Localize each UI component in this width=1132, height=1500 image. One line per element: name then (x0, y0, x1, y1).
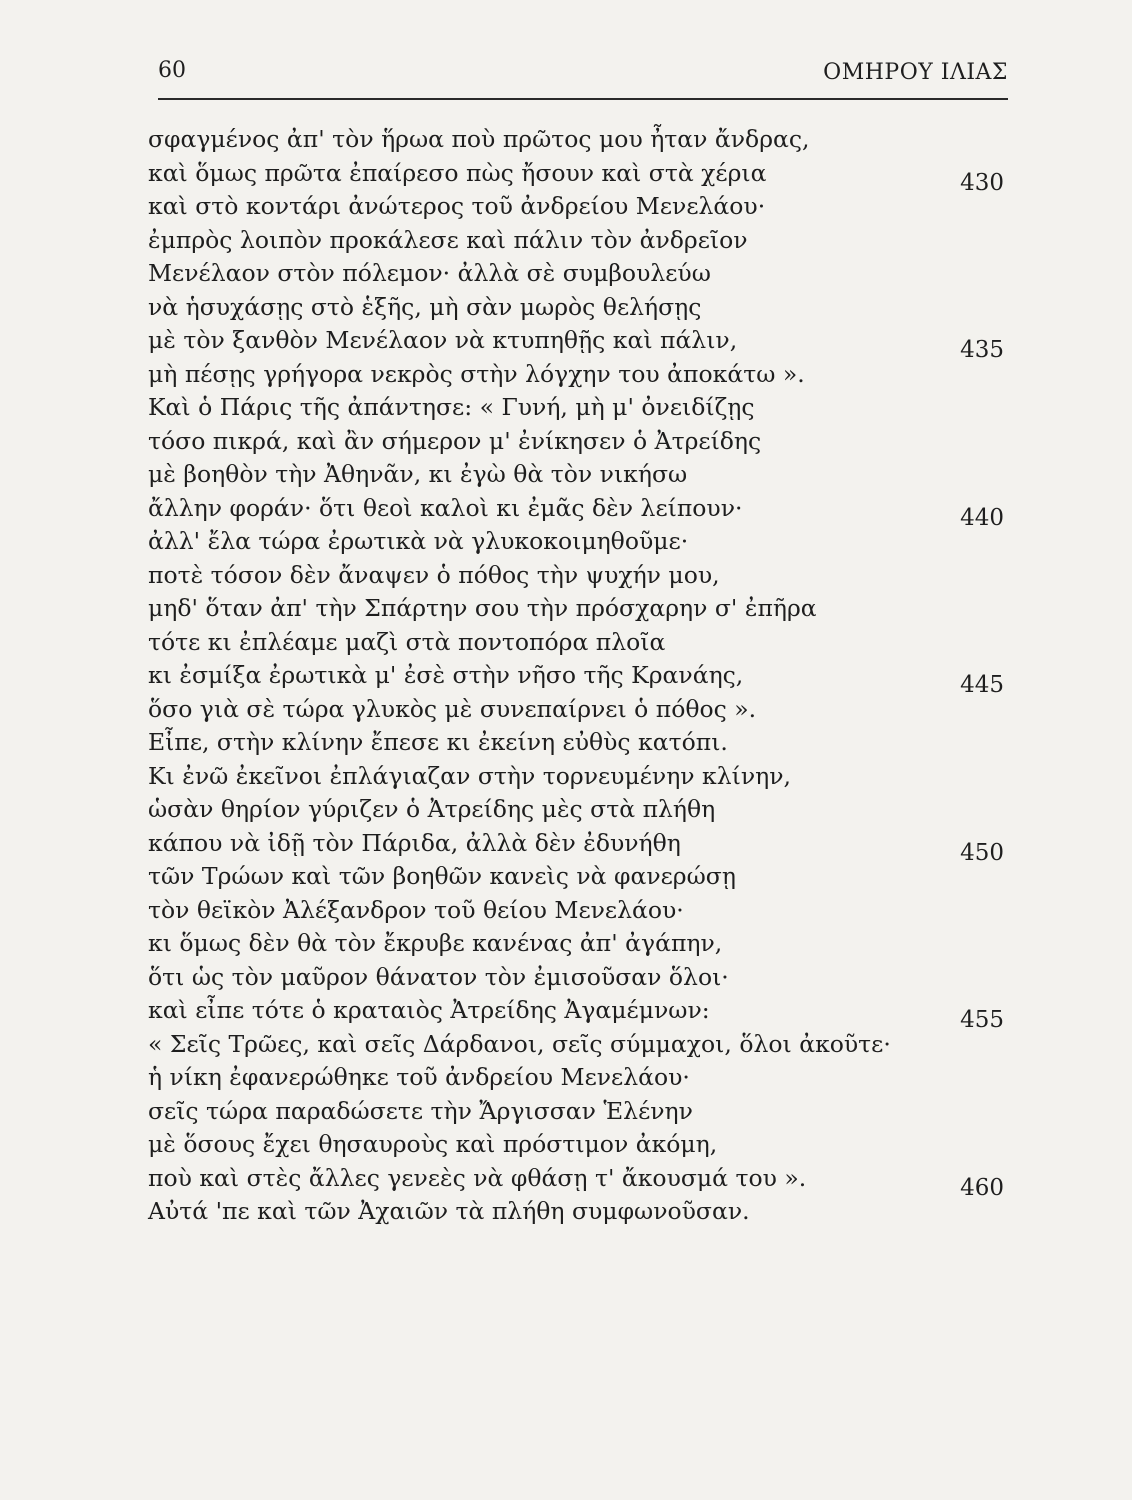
poem-line (148, 291, 1008, 324)
poem-line (148, 592, 1008, 625)
poem-line-text: ὅσο γιὰ σὲ τώρα γλυκὸς μὲ συνεπαίρνει ὁ πόθος ». (148, 694, 757, 723)
poem-line-text: καὶ εἶπε τότε ὁ κραταιὸς Ἀτρείδης Ἀγαμέμνων: (148, 996, 710, 1024)
poem-line-text: σεῖς τώρα παραδώσετε τὴν Ἄργισσαν Ἑλένην (148, 1096, 693, 1125)
line-number: 460 (960, 1174, 1004, 1201)
poem-line-text: « Σεῖς Τρῶες, καὶ σεῖς Δάρδανοι, σεῖς σύμμαχοι, ὅλοι ἀκοῦτε· (148, 1029, 891, 1058)
running-title: ΟΜΗΡΟΥ ΙΛΙΑΣ (823, 60, 1008, 85)
poem-line (148, 1162, 1008, 1201)
poem-line (148, 492, 1008, 531)
line-number: 445 (960, 672, 1004, 698)
line-number: 455 (960, 1007, 1004, 1033)
poem-line-text: μὲ βοηθὸν τὴν Ἀθηνᾶν, κι ἐγὼ θὰ τὸν νικήσω (148, 460, 688, 488)
poem-line (148, 1095, 1008, 1128)
poem-line (148, 626, 1008, 659)
poem-line (148, 1195, 1008, 1228)
poem-line-text: νὰ ἡσυχάσῃς στὸ ἑξῆς, μὴ σὰν μωρὸς θελήσῃς (148, 292, 702, 321)
poem-line-text: τῶν Τρώων καὶ τῶν βοηθῶν κανεὶς νὰ φανερώσῃ (148, 862, 736, 890)
poem-line-text: καὶ στὸ κοντάρι ἀνώτερος τοῦ ἀνδρείου Μενελάου· (148, 192, 766, 220)
poem-line-text: ἄλλην φοράν· ὅτι θεοὶ καλοὶ κι ἐμᾶς δὲν λείπουν· (148, 493, 743, 522)
poem-line-text: ὅτι ὡς τὸν μαῦρον θάνατον τὸν ἐμισοῦσαν ὅλοι· (148, 962, 729, 991)
poem-line (148, 760, 1008, 793)
poem-line (148, 1028, 1008, 1061)
poem-line-text: κι ἐσμίξα ἐρωτικὰ μ' ἐσὲ στὴν νῆσο τῆς Κρανάης, (148, 661, 744, 689)
poem-line-text: μηδ' ὅταν ἀπ' τὴν Σπάρτην σου τὴν πρόσχαρην σ' ἐπῆρα (148, 594, 817, 622)
line-number: 435 (960, 337, 1004, 363)
poem-line (148, 726, 1008, 759)
poem-line (148, 157, 1008, 196)
poem-line (148, 894, 1008, 927)
poem-line (148, 927, 1008, 960)
poem-line (148, 391, 1008, 424)
poem-line (148, 257, 1008, 290)
poem-line-text: μὲ ὅσους ἔχει θησαυροὺς καὶ πρόστιμον ἀκόμη, (148, 1130, 718, 1158)
poem-line-text: ποτὲ τόσον δὲν ἄναψεν ὁ πόθος τὴν ψυχήν μου, (148, 560, 720, 589)
poem-line (148, 425, 1008, 458)
poem-line-text: Κι ἐνῶ ἐκεῖνοι ἐπλάγιαζαν στὴν τορνευμένην κλίνην, (148, 761, 791, 790)
poem-line-text: κι ὅμως δὲν θὰ τὸν ἔκρυβε κανένας ἀπ' ἀγάπην, (148, 929, 723, 957)
poem-line-text: τότε κι ἐπλέαμε μαζὶ στὰ ποντοπόρα πλοῖα (148, 627, 666, 656)
poem-line (148, 860, 1008, 893)
poem-line-text: Εἶπε, στὴν κλίνην ἔπεσε κι ἐκείνη εὐθὺς κατόπι. (148, 728, 728, 756)
poem-line-text: σφαγμένος ἀπ' τὸν ἥρωα ποὺ πρῶτος μου ἦταν ἄνδρας, (148, 125, 810, 153)
poem-line-text: καὶ ὅμως πρῶτα ἐπαίρεσο πὼς ἤσουν καὶ στὰ χέρια (148, 158, 767, 187)
poem-line-text: Αὐτά 'πε καὶ τῶν Ἀχαιῶν τὰ πλήθη συμφωνοῦσαν. (148, 1197, 750, 1225)
poem-line-text: Καὶ ὁ Πάρις τῆς ἀπάντησε: « Γυνή, μὴ μ' ὀνειδίζῃς (148, 393, 755, 421)
poem-line (148, 559, 1008, 592)
poem-line-text: ἐμπρὸς λοιπὸν προκάλεσε καὶ πάλιν τὸν ἀνδρεῖον (148, 225, 748, 254)
poem-line-text: τόσο πικρά, καὶ ἂν σήμερον μ' ἐνίκησεν ὁ Ἀτρείδης (148, 426, 762, 455)
poem-line (148, 961, 1008, 994)
poem-line (148, 827, 1008, 866)
line-number: 450 (960, 839, 1004, 866)
poem-line (148, 1128, 1008, 1161)
poem-line (148, 358, 1008, 391)
poem-line (148, 324, 1008, 363)
poem-line (148, 994, 1008, 1033)
poem-line-text: ποὺ καὶ στὲς ἄλλες γενεὲς νὰ φθάσῃ τ' ἄκουσμά του ». (148, 1163, 807, 1192)
line-number: 440 (960, 504, 1004, 531)
poem-line-text: ὡσὰν θηρίον γύριζεν ὁ Ἀτρείδης μὲς στὰ πλήθη (148, 795, 716, 823)
poem-line-text: Μενέλαον στὸν πόλεμον· ἀλλὰ σὲ συμβουλεύω (148, 259, 711, 287)
poem-line (148, 458, 1008, 491)
poem-line (148, 123, 1008, 156)
poem-line (148, 224, 1008, 257)
poem-line (148, 659, 1008, 698)
poem-line-text: μὴ πέσῃς γρήγορα νεκρὸς στὴν λόγχην του ἀποκάτω ». (148, 359, 805, 388)
poem-line-text: κάπου νὰ ἰδῇ τὸν Πάριδα, ἀλλὰ δὲν ἐδυνήθη (148, 828, 681, 857)
poem-line (148, 1061, 1008, 1094)
page-number: 60 (158, 58, 186, 83)
poem-line-text: ἡ νίκη ἐφανερώθηκε τοῦ ἀνδρείου Μενελάου· (148, 1063, 690, 1091)
poem-line (148, 793, 1008, 826)
poem-line-text: μὲ τὸν ξανθὸν Μενέλαον νὰ κτυπηθῇς καὶ πάλιν, (148, 326, 738, 354)
poem-line (148, 190, 1008, 223)
poem-line (148, 525, 1008, 558)
poem-line (148, 693, 1008, 726)
poem-line-text: τὸν θεϊκὸν Ἀλέξανδρον τοῦ θείου Μενελάου· (148, 895, 684, 924)
line-number: 430 (960, 169, 1004, 196)
poem-line-text: ἀλλ' ἔλα τώρα ἐρωτικὰ νὰ γλυκοκοιμηθοῦμε· (148, 527, 689, 555)
